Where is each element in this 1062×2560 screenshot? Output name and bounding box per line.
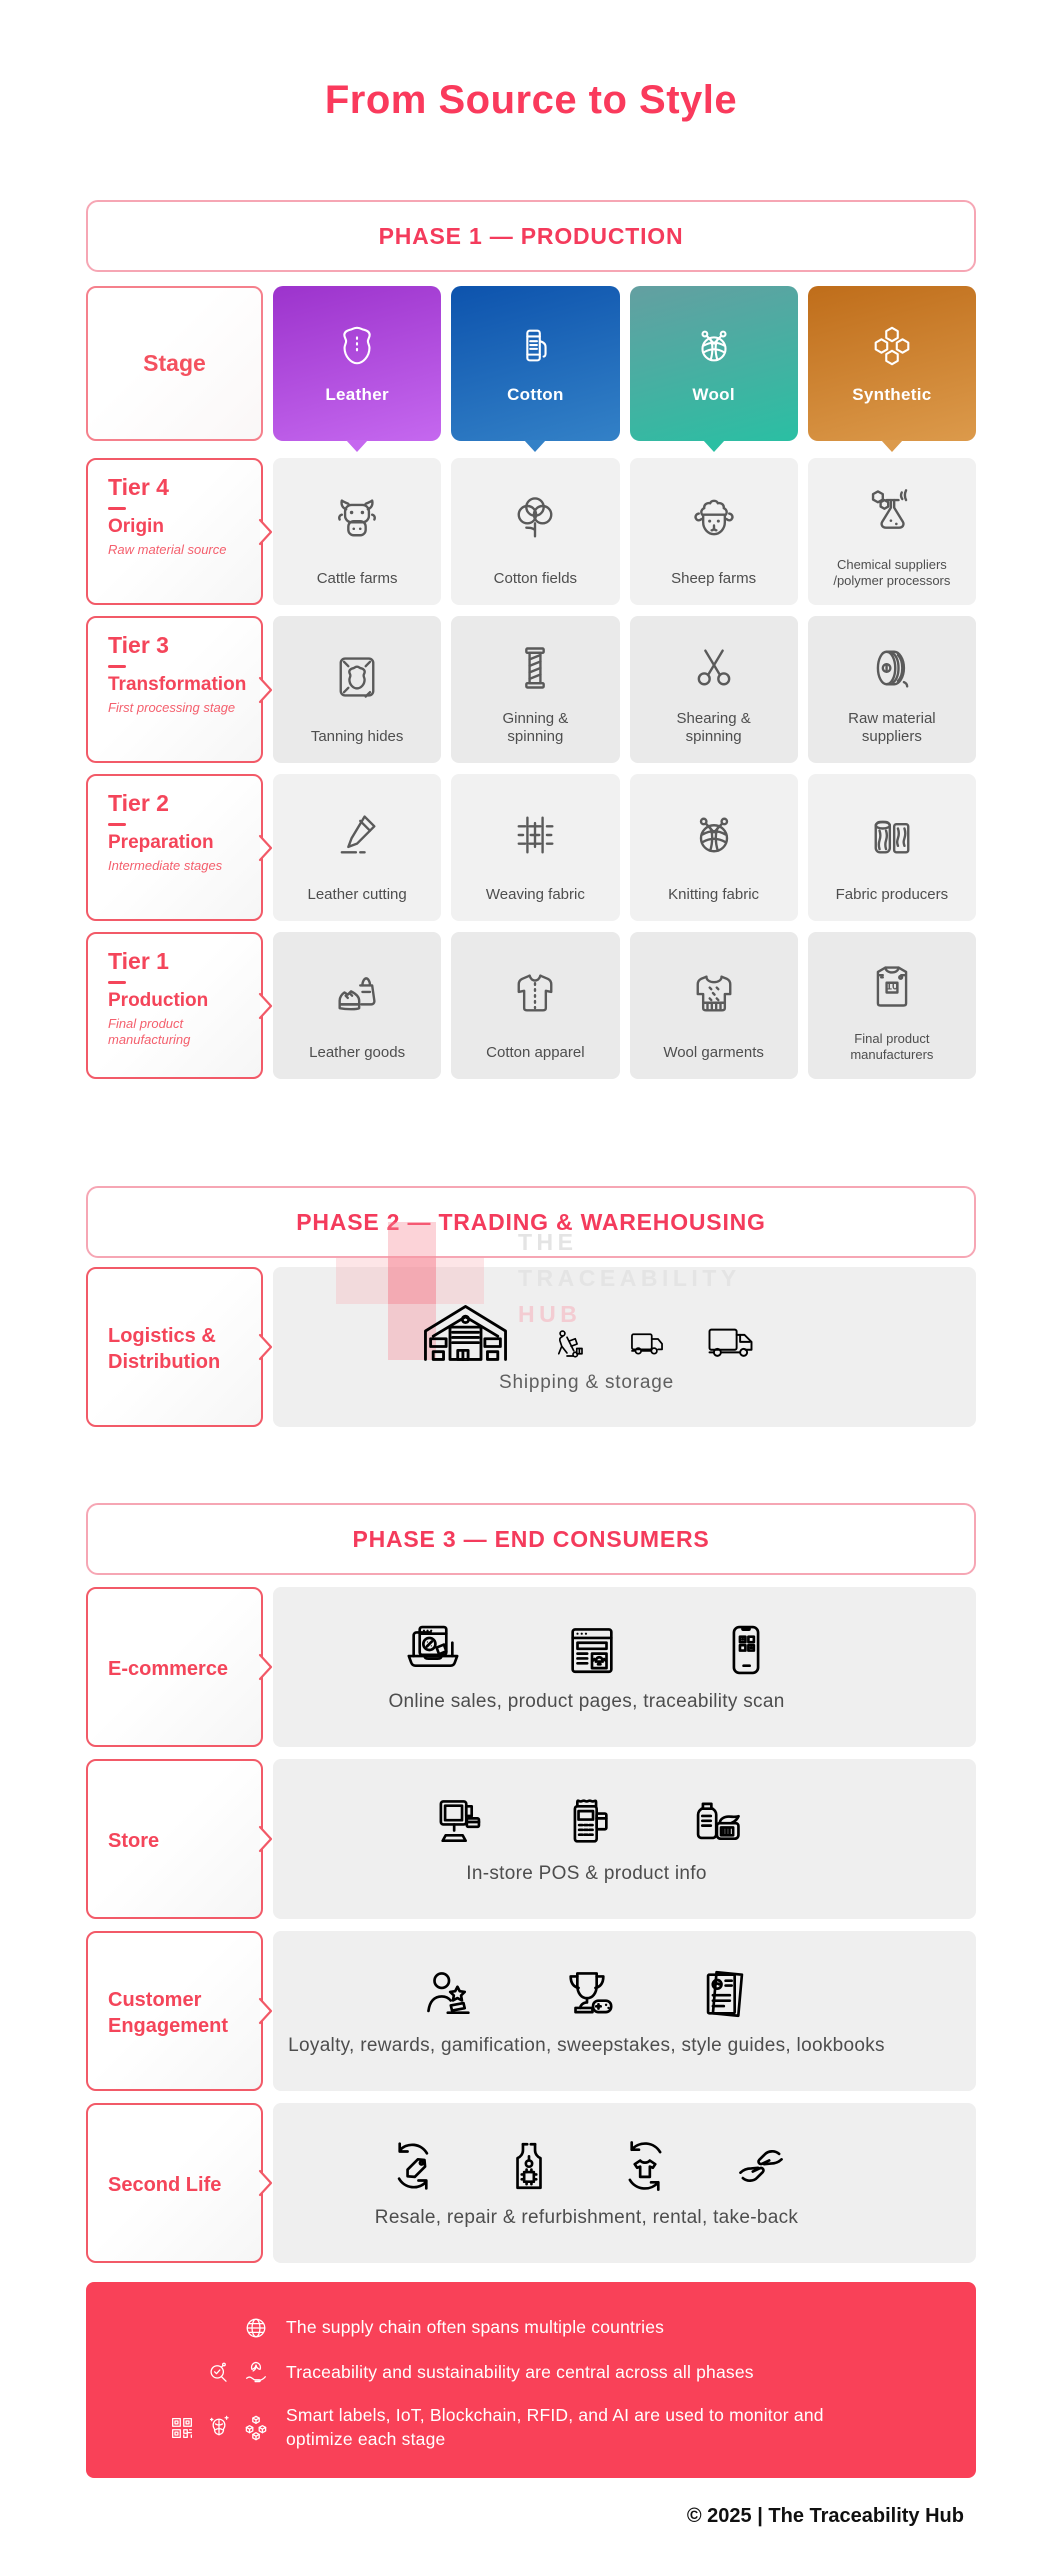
phase-1-header: [86, 200, 976, 272]
hand-truck-icon: [552, 1326, 588, 1362]
tier-cell-label: Leather cutting: [307, 886, 407, 904]
tier-cell: [273, 774, 441, 921]
stage-tile-label: Synthetic: [852, 384, 932, 404]
tier-cell: [451, 932, 619, 1079]
tier-cell: [808, 458, 976, 605]
tier-cell: [630, 616, 798, 763]
stage-label: Stage: [143, 350, 206, 376]
tier-name: Transformation: [108, 674, 247, 696]
person-star-icon: [420, 1965, 478, 2023]
wool-yarn-icon: [691, 323, 737, 369]
tier-cell-label: Cattle farms: [316, 570, 398, 588]
tile-pointer: [881, 440, 903, 452]
tier-note: First processing stage: [108, 700, 236, 716]
phase3-caption: In-store POS & product info: [466, 1863, 707, 1884]
tier-cell: [451, 458, 619, 605]
tanning-hide-icon: [331, 651, 383, 703]
phase3-caption: Resale, repair & refurbishment, rental, take-back: [374, 2207, 799, 2228]
stage-label-box: [86, 286, 263, 441]
tier-cell-icon-wrap: [688, 458, 740, 570]
tier-title: Tier 4: [108, 474, 169, 500]
phase-3-header-label: PHASE 3 — END CONSUMERS: [352, 1525, 710, 1552]
tier-cell-label: Fabric producers: [835, 886, 949, 904]
phase3-label: Store: [108, 1829, 160, 1852]
chevron-right-icon: [258, 834, 273, 862]
jersey-10-icon: [866, 960, 918, 1012]
phase3-label: Customer Engagement: [108, 1988, 229, 2037]
tier-row-tier-3: [86, 616, 976, 763]
warehouse-icon: [419, 1300, 512, 1362]
tier-cell-icon-wrap: [688, 932, 740, 1044]
tier-cell-label: Tanning hides: [310, 728, 404, 746]
synthetic-polymer-icon: [869, 323, 915, 369]
truck-box-icon: [628, 1324, 666, 1362]
tier-cell: [630, 458, 798, 605]
footer-note-icons: [174, 2314, 270, 2342]
phase3-icons: [399, 1621, 775, 1679]
logistics-icons: [419, 1300, 755, 1362]
footer-note-icons: [174, 2359, 270, 2387]
tier-cell: [273, 458, 441, 605]
svg-text:10: 10: [885, 980, 898, 993]
page-title: From Source to Style: [324, 78, 738, 122]
tier-rows: [86, 458, 976, 1079]
phase-3-header: [86, 1503, 976, 1575]
phase3-caption: Online sales, product pages, traceability scan: [388, 1691, 785, 1712]
products-barcode-icon: [686, 1793, 744, 1851]
tier-label-box: [86, 458, 263, 605]
phase3-card-content: [235, 1759, 938, 1919]
tier-title: Tier 1: [108, 948, 169, 974]
infographic-root: [86, 0, 976, 2528]
tier-cell-label: Chemical suppliers /polymer processors: [833, 556, 951, 588]
thread-spool-icon: [509, 642, 561, 694]
chemical-flask-icon: [866, 486, 918, 538]
tier-cell: [273, 932, 441, 1079]
tier-cell: [630, 932, 798, 1079]
blockchain-icon: [242, 2414, 270, 2442]
product-page-icon: [563, 1621, 621, 1679]
stage-tile-leather: [273, 286, 441, 441]
tag-refresh-icon: [384, 2137, 442, 2195]
cotton-boll-icon: [509, 493, 561, 545]
chevron-right-icon: [258, 518, 273, 546]
phase3-row-customer-engagement: [86, 1931, 976, 2091]
logistics-label: Logistics & Distribution: [108, 1324, 221, 1373]
footer-note-icons: [174, 2414, 270, 2442]
phase3-card-content: [235, 1587, 938, 1747]
tile-pointer: [703, 440, 725, 452]
tier-cell-icon-wrap: [509, 774, 561, 886]
card-terminal-icon: [558, 1793, 616, 1851]
tier-row-tier-4: [86, 458, 976, 605]
phase3-label: E-commerce: [108, 1657, 229, 1680]
hands-holding-icon: [732, 2137, 790, 2195]
tier-cell-icon-wrap: [866, 458, 918, 557]
phase3-card-content: [235, 1931, 938, 2091]
tier-cell-label: Leather goods: [309, 1044, 406, 1062]
tier-name: Preparation: [108, 832, 214, 854]
tier-cell-icon-wrap: [688, 774, 740, 886]
phase3-card-content: [235, 2103, 938, 2263]
stage-tile-label: Cotton: [507, 384, 564, 404]
pos-monitor-icon: [430, 1793, 488, 1851]
phase3-row-second-life: [86, 2103, 976, 2263]
tier-cell-label: Cotton apparel: [486, 1044, 585, 1062]
tshirt-cycle-icon: [616, 2137, 674, 2195]
phase3-icons: [420, 1965, 754, 2023]
tier-cell-label: Wool garments: [663, 1044, 764, 1062]
stage-tile-wool: [630, 286, 798, 441]
sheep-icon: [688, 493, 740, 545]
tier-cell-label: Raw material suppliers: [848, 709, 936, 746]
footer-note: [174, 2359, 956, 2387]
logistics-caption: Shipping & storage: [499, 1372, 674, 1393]
tier-cell: [451, 774, 619, 921]
lookbook-icon: [696, 1965, 754, 2023]
yarn-roll-icon: [866, 642, 918, 694]
chevron-right-icon: [258, 992, 273, 1020]
tier-label-box: [86, 774, 263, 921]
tier-note: Intermediate stages: [108, 858, 223, 874]
phase3-card: [273, 1587, 976, 1747]
truck-delivery-icon: [706, 1320, 755, 1362]
tier-dash: [108, 823, 126, 826]
phase-3-rows: [86, 1587, 976, 2263]
cow-icon: [331, 493, 383, 545]
logistics-row: [86, 1267, 976, 1427]
fabric-rolls-icon: [866, 809, 918, 861]
wool-sweater-icon: [688, 967, 740, 1019]
footer-note-text: Traceability and sustainability are central across all phases: [286, 2362, 754, 2383]
tier-name: Origin: [108, 516, 164, 538]
phase-1-section: [86, 200, 976, 1079]
phase3-caption: Loyalty, rewards, gamification, sweepstakes, style guides, lookbooks: [288, 2035, 885, 2056]
tier-cell: [630, 774, 798, 921]
phase3-row-store: [86, 1759, 976, 1919]
copyright: © 2025 | The Traceability Hub: [686, 2505, 964, 2527]
stage-tile-label: Wool: [692, 384, 735, 404]
tier-cell-icon-wrap: [866, 616, 918, 710]
tier-cell-icon-wrap: [509, 458, 561, 570]
tier-title: Tier 3: [108, 632, 169, 658]
phase-2-section: [86, 1186, 976, 1427]
tier-dash: [108, 665, 126, 668]
tier-label-box: [86, 932, 263, 1079]
footer-note-text: The supply chain often spans multiple countries: [286, 2317, 665, 2338]
globe-icon: [242, 2314, 270, 2342]
phase3-icons: [384, 2137, 790, 2195]
phone-qr-icon: [717, 1621, 775, 1679]
tier-note: Final product manufacturing: [108, 1016, 191, 1048]
stage-tile-cotton: [451, 286, 619, 441]
tier-title: Tier 2: [108, 790, 169, 816]
footer-note-text: Smart labels, IoT, Blockchain, RFID, and AI are used to monitor and optimize each stage: [286, 2405, 824, 2449]
tier-cell-icon-wrap: [688, 616, 740, 710]
phase3-icons: [430, 1793, 744, 1851]
cutting-knife-icon: [331, 809, 383, 861]
stage-tile-label: Leather: [325, 384, 389, 404]
phase3-card: [273, 1759, 976, 1919]
scissors-icon: [688, 642, 740, 694]
logistics-card: [273, 1267, 976, 1427]
hand-leaf-icon: [242, 2359, 270, 2387]
cotton-spool-icon: [512, 323, 558, 369]
footer-note: [174, 2314, 956, 2342]
footer-notes: [86, 2282, 976, 2478]
leather-hide-icon: [334, 323, 380, 369]
phase-2-header-label: PHASE 2 — TRADING & WAREHOUSING: [296, 1208, 766, 1235]
search-check-icon: [205, 2359, 233, 2387]
chevron-right-icon: [258, 676, 273, 704]
tier-row-tier-2: [86, 774, 976, 921]
tier-cell-icon-wrap: [331, 774, 383, 886]
ai-brain-icon: [205, 2414, 233, 2442]
tier-name: Production: [108, 990, 209, 1012]
tier-cell-label: Weaving fabric: [485, 886, 585, 904]
phase3-card: [273, 1931, 976, 2091]
logistics-card-content: [235, 1267, 938, 1427]
tier-cell: [808, 616, 976, 763]
watermark-text: THE TRACEABILITY HUB: [518, 1229, 741, 1327]
phase3-row-e-commerce: [86, 1587, 976, 1747]
phase3-label: Second Life: [108, 2173, 222, 2196]
tier-note: Raw material source: [108, 542, 227, 558]
stage-row: [86, 286, 976, 441]
garment-chip-icon: [500, 2137, 558, 2195]
tier-label-box: [86, 616, 263, 763]
tier-cell-icon-wrap: [866, 932, 918, 1031]
trophy-gamepad-icon: [558, 1965, 616, 2023]
qr-code-icon: [168, 2414, 196, 2442]
tier-row-tier-1: [86, 932, 976, 1079]
tier-cell-icon-wrap: [509, 616, 561, 710]
tile-pointer: [346, 440, 368, 452]
footer-note: [174, 2404, 956, 2451]
tier-cell-icon-wrap: [331, 616, 383, 728]
tier-cell-icon-wrap: [866, 774, 918, 886]
stage-tile-synthetic: [808, 286, 976, 441]
tier-cell-icon-wrap: [509, 932, 561, 1044]
tier-cell: [451, 616, 619, 763]
leather-goods-icon: [331, 967, 383, 1019]
weaving-loom-icon: [509, 809, 561, 861]
laptop-sale-icon: [399, 1621, 467, 1679]
phase-3-section: [86, 1503, 976, 2263]
phase3-card: [273, 2103, 976, 2263]
tier-cell: [273, 616, 441, 763]
tier-dash: [108, 507, 126, 510]
tier-dash: [108, 981, 126, 984]
tier-cell-icon-wrap: [331, 458, 383, 570]
phase-1-header-label: PHASE 1 — PRODUCTION: [378, 222, 684, 249]
tile-pointer: [524, 440, 546, 452]
tier-cell: [808, 932, 976, 1079]
tier-cell-icon-wrap: [331, 932, 383, 1044]
tier-cell-label: Knitting fabric: [668, 886, 760, 904]
cotton-shirt-icon: [509, 967, 561, 1019]
tier-cell: [808, 774, 976, 921]
knitting-yarn-icon: [688, 809, 740, 861]
tier-cell-label: Final product manufacturers: [850, 1030, 934, 1062]
tier-cell-label: Ginning & spinning: [502, 709, 569, 746]
tier-cell-label: Shearing & spinning: [676, 709, 751, 746]
phase-2-header: [86, 1186, 976, 1258]
tier-cell-label: Sheep farms: [671, 570, 757, 588]
tier-cell-label: Cotton fields: [493, 570, 578, 588]
